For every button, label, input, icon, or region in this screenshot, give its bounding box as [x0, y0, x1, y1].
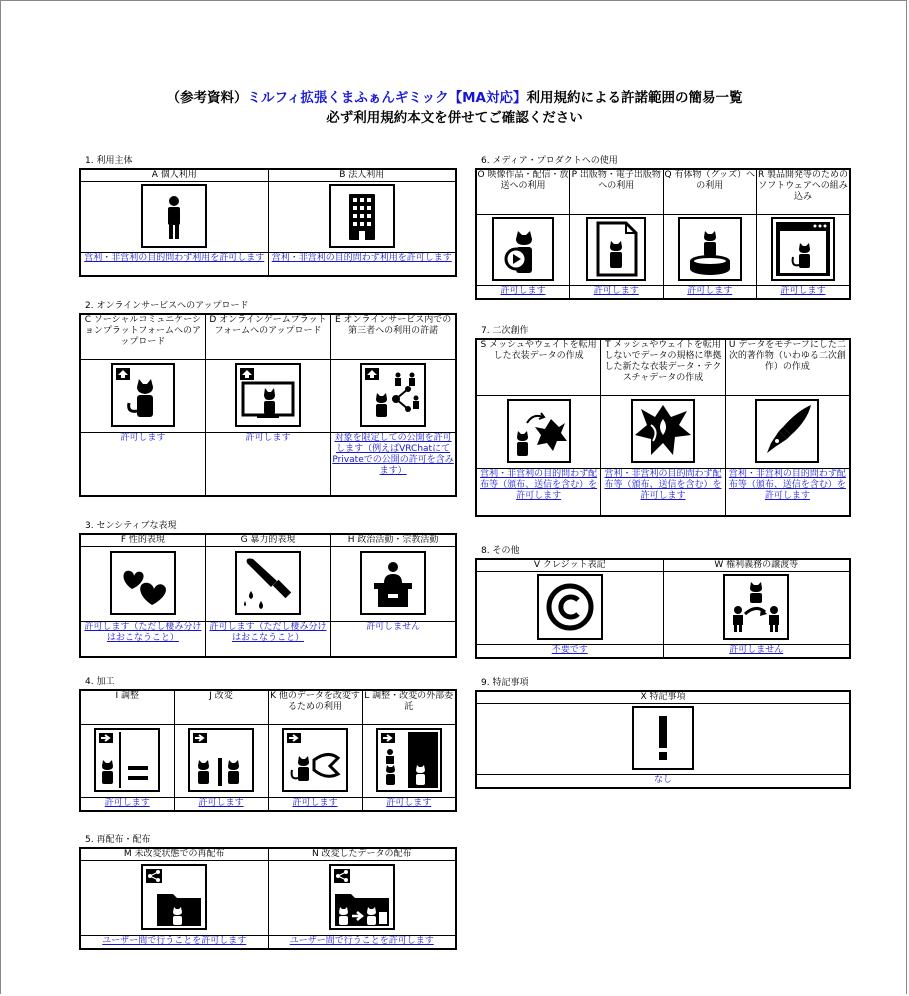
upload-cat-icon: [111, 363, 175, 427]
item-label: S メッシュやウェイトを転用した衣装データの作成: [476, 339, 601, 396]
section-heading: 2. オンラインサービスへのアップロード: [85, 301, 249, 311]
item-label: J 改変: [174, 690, 268, 725]
section-derivative-works: [475, 325, 851, 517]
share-folder-icon: [141, 864, 207, 930]
item-label: V クレジット表記: [476, 559, 663, 572]
section-online-upload: [79, 300, 457, 497]
section-other: [475, 545, 851, 659]
item-label: M 未改変状態での再配布: [80, 848, 268, 861]
item-label: N 改変したデータの配布: [268, 848, 456, 861]
item-value: ユーザー間で行うことを許可します: [80, 936, 268, 950]
item-label: X 特記事項: [476, 691, 850, 704]
item-label: W 権利義務の譲渡等: [663, 559, 850, 572]
item-label: O 映像作品・配信・放送への利用: [476, 169, 570, 215]
section-heading: 1. 利用主体: [85, 156, 133, 166]
item-value: 許可します: [362, 798, 456, 812]
item-value: 対象を限定しての公開を許可します（例えばVRChatにてPrivateでの公開の許可を含みます）: [331, 433, 456, 497]
video-cat-icon: [492, 217, 554, 281]
item-label: T メッシュやウェイトを転用しないでデータの規格に準拠した新たな衣装データ・テクスチャデータの作成: [601, 339, 726, 396]
outsource-icon: [376, 728, 442, 792]
section-processing: [79, 676, 457, 812]
item-value: 許可します: [205, 433, 330, 497]
item-label: L 調整・改変の外部委託: [362, 690, 456, 725]
item-label: G 暴力的表現: [205, 534, 330, 547]
section-sensitive-expression: [79, 520, 457, 658]
item-value: 営利・非営利の目的問わず配布等（頒布、送信を含む）を許可します: [725, 469, 850, 517]
figure-icon: [678, 217, 742, 281]
copyright-icon: [537, 574, 603, 640]
item-value: ユーザー間で行うことを許可します: [268, 936, 456, 950]
section-heading: 8. その他: [481, 546, 520, 556]
item-value: 許可します（ただし棲み分けはおこなうこと）: [205, 622, 330, 658]
item-value: 許可します: [757, 286, 851, 300]
item-label: B 法人利用: [268, 169, 456, 182]
share-users-icon: [360, 363, 426, 427]
item-label: A 個人利用: [80, 169, 268, 182]
item-value: 許可しません: [663, 645, 850, 659]
modify-icon: [188, 728, 254, 792]
item-value: 許可します: [663, 286, 757, 300]
building-icon: [329, 184, 395, 248]
section-usage-subject: [79, 155, 457, 277]
share-modified-icon: [329, 864, 395, 930]
section-media-products: [475, 155, 851, 300]
upload-monitor-icon: [235, 363, 301, 427]
item-value: 許可します: [570, 286, 664, 300]
section-heading: 6. メディア・プロダクトへの使用: [481, 156, 618, 166]
item-value: 営利・非営利の目的問わず利用を許可します: [268, 253, 456, 277]
section-heading: 5. 再配布・配布: [85, 835, 151, 845]
section-heading: 3. センシティブな表現: [85, 521, 177, 531]
item-label: I 調整: [80, 690, 174, 725]
page-title: （参考資料）ミルフィ拡張くまふぁんギミック【MA対応】利用規約による許諾範囲の簡易一覧 必ず利用規約本文を併せてご確認ください: [0, 88, 909, 128]
modify-other-icon: [282, 728, 348, 792]
document-cat-icon: [586, 217, 646, 281]
item-label: C ソーシャルコミュニケーションプラットフォームへのアップロード: [80, 314, 205, 360]
transfer-icon: [723, 574, 789, 640]
item-value: 許可します: [268, 798, 362, 812]
exclamation-icon: [632, 706, 694, 770]
item-value: 不要です: [476, 645, 663, 659]
cat-cloth-icon: [507, 399, 571, 463]
item-label: F 性的表現: [80, 534, 205, 547]
item-label: P 出版物・電子出版物への利用: [570, 169, 664, 215]
item-value: 許可します: [476, 286, 570, 300]
item-label: R 製品開発等のためのソフトウェアへの組み込み: [757, 169, 851, 215]
hearts-icon: [110, 551, 176, 615]
item-label: K 他のデータを改変するための利用: [268, 690, 362, 725]
person-icon: [141, 184, 207, 248]
adjust-icon: [94, 728, 160, 792]
section-special-notes: [475, 677, 851, 789]
pen-nib-icon: [755, 399, 819, 463]
product-name: ミルフィ拡張くまふぁんギミック【MA対応】: [247, 90, 527, 106]
software-window-icon: [771, 217, 835, 281]
item-value: 許可します: [174, 798, 268, 812]
item-value: 許可しません: [331, 622, 456, 658]
item-value: 許可します: [80, 433, 205, 497]
knife-icon: [235, 551, 301, 615]
item-value: なし: [476, 775, 850, 789]
cloth-icon: [631, 399, 695, 463]
page-subtitle: 必ず利用規約本文を併せてご確認ください: [326, 110, 583, 126]
item-label: D オンラインゲームプラットフォームへのアップロード: [205, 314, 330, 360]
section-heading: 9. 特記事項: [481, 678, 529, 688]
item-value: 営利・非営利の目的問わず利用を許可します: [80, 253, 268, 277]
section-heading: 4. 加工: [85, 677, 115, 687]
item-value: 営利・非営利の目的問わず配布等（頒布、送信を含む）を許可します: [601, 469, 726, 517]
section-redistribution: [79, 834, 457, 950]
item-label: U データをモチーフにした二次的著作物（いわゆる二次創作）の作成: [725, 339, 850, 396]
speaker-podium-icon: [360, 551, 426, 615]
section-heading: 7. 二次創作: [481, 326, 529, 336]
item-label: Q 有体物（グッズ）への利用: [663, 169, 757, 215]
item-label: H 政治活動・宗教活動: [331, 534, 456, 547]
item-value: 営利・非営利の目的問わず配布等（頒布、送信を含む）を許可します: [476, 469, 601, 517]
item-value: 許可します: [80, 798, 174, 812]
item-value: 許可します（ただし棲み分けはおこなうこと）: [80, 622, 205, 658]
item-label: E オンラインサービス内での第三者への利用の許諾: [331, 314, 456, 360]
